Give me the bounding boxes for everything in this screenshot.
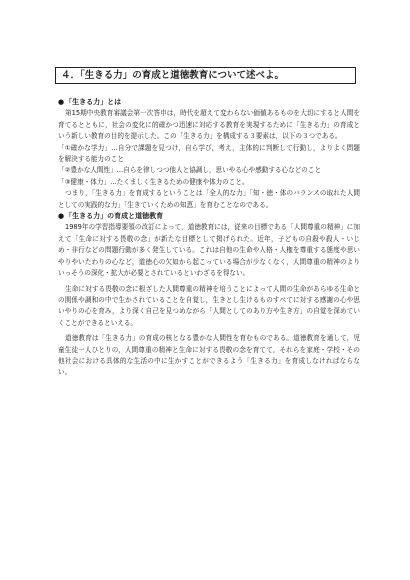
paragraph: 第15期中央教育審議会第一次答申は，時代を超えて変わらない価値あるものを大切にすると人間を育てるとともに，社会の変化に的確かつ迅速に対応する教育を実現するために「生きる力」の育成という新しい教育の目的を提示した。この「生きる力」を構成する３要素は，以下の３つである。	[58, 109, 360, 141]
paragraph: 「②豊かな人間性」…自らを律しつつ他人と協調し，思いやる心や感動する心などのこと	[58, 166, 322, 175]
paragraph: 道徳教育は「生きる力」の育成の核となる豊かな人間性を育むものである。道徳教育を通して，児童生徒一人ひとりの，人間尊重の精神と生命に対する畏敬の念を育てて，それらを家庭・学校・その他社会における具体的な生活の中に生かすことができるよう「生きる力」を育成しなければならない。	[58, 334, 360, 377]
section-heading-text: 「生きる力」の育成と道徳教育	[65, 212, 164, 221]
bullet-icon: ●	[58, 212, 65, 221]
section-heading-text: 「生きる力」とは	[65, 98, 122, 106]
question-title: ４．「生きる力」の育成と道徳教育について述べよ。	[55, 67, 356, 84]
paragraph: 1989年の学習指導要領の改訂によって，道徳教育には，従来の目標である「人間尊重の精神」に加えて「生命に対する畏敬の念」が新たな目標として掲げられた。近年，子どもの自殺や殺人・いじめ・非行などの問題行動が多く発生している。これは自他の生命や人格・人権を尊重する態度や思いやりやいたわりの心など，道徳心の欠如から起こっている場合が少なくなく，人間尊重の精神のよりいっそうの深化・拡大が必要とされているといわざるを得ない。	[58, 223, 360, 278]
bullet-icon: ●	[58, 98, 65, 106]
paragraph: 生命に対する畏敬の念に根ざした人間尊重の精神を培うことによって人間の生命があらゆる生命との関係や調和の中で生かされていることを自覚し，生きとし生けるものすべてに対する感謝の心や思いやりの心を育み，より深く自己を見つめながら「人間としてのあり方や生き方」の自覚を深めていくことができるといえる。	[58, 284, 360, 327]
paragraph: 「③健康・体力」…たくましく生きるための健康や体力のこと。	[58, 177, 249, 186]
section-heading	[58, 211, 360, 222]
paragraph: 「①確かな学力」…自分で課題を見つけ，自ら学び，考え，主体的に判断して行動し，よりよく問題を解決する能力のこと	[58, 143, 360, 164]
document-body	[58, 97, 360, 379]
section-heading	[58, 97, 360, 108]
paragraph: つまり，「生きる力」を育成するということは「全人的な力」「知・徳・体のバランスの取れた人間としての実践的な力」「生きていくための知恵」を育むことなのである。	[58, 189, 360, 209]
